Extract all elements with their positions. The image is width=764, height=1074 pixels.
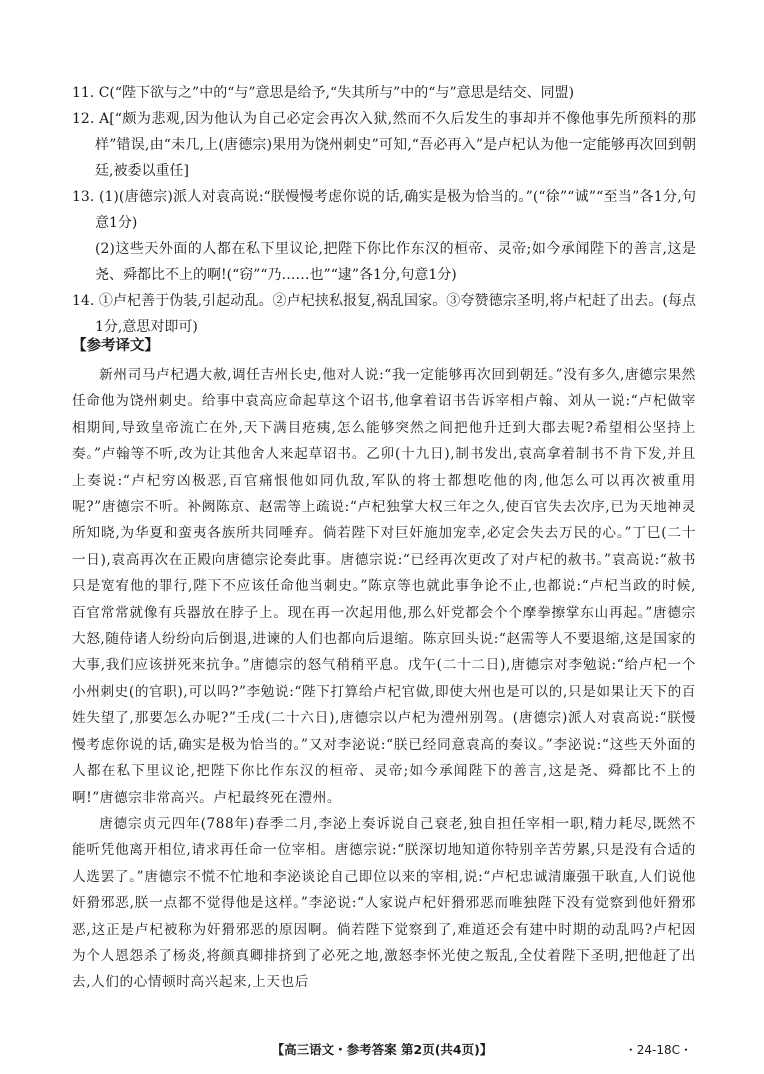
footer-code: ・24-18C・ <box>624 1043 692 1057</box>
translation-heading: 【参考译文】 <box>72 338 159 354</box>
answer-13-part-1: 13. (1)(唐德宗)派人对袁高说:“朕慢慢考虑你说的话,确实是极为恰当的。”(“徐”“诚”“至当”各1分,句意1分) <box>72 189 696 231</box>
answer-list <box>72 80 696 340</box>
answer-12: 12. A[“颇为悲观,因为他认为自己必定会再次入狱,然而不久后发生的事却并不像他事先所预料的那样”错误,由“未几,上(唐德宗)果用为饶州刺史”可知,“吾必再入”是卢杞认为他一定能够再次回到朝廷,被委以重任] <box>72 111 696 179</box>
translation-paragraph-2: 唐德宗贞元四年(788年)春季二月,李泌上奏诉说自己衰老,独自担任宰相一职,精力耗尽,既然不能听凭他离开相位,请求再任命一位宰相。唐德宗说:“朕深切地知道你特别辛苦劳累,只是没有合适的人选罢了。”唐德宗不慌不忙地和李泌谈论自己即位以来的宰相,说:“卢杞忠诚清廉强干耿直,人们说他奸猾邪恶,朕一点都不觉得他是这样。”李泌说:“人家说卢杞奸猾邪恶而唯独陛下没有觉察到他奸猾邪恶,这正是卢杞被称为奸猾邪恶的原因啊。倘若陛下觉察到了,难道还会有建中时期的动乱吗?卢杞因为个人恩怨杀了杨炎,将颜真卿排挤到了必死之地,激怒李怀光使之叛乱,全仗着陛下圣明,把他赶了出去,人们的心情顿时高兴起来,上天也后 <box>72 815 696 991</box>
answer-11: 11. C(“陛下欲与之”中的“与”意思是给予,“失其所与”中的“与”意思是结交、同盟) <box>72 85 575 101</box>
translation-body <box>72 362 696 996</box>
answer-13-part-2: (2)这些天外面的人都在私下里议论,把陛下你比作东汉的桓帝、灵帝;如今承闻陛下的善言,这是尧、舜都比不上的啊!(“窃”“乃……也”“逮”各1分,句意1分) <box>95 241 696 283</box>
answer-14: 14. ①卢杞善于伪装,引起动乱。②卢杞挟私报复,祸乱国家。③夸赞德宗圣明,将卢杞赶了出去。(每点1分,意思对即可) <box>72 293 696 335</box>
page-footer <box>0 1040 764 1064</box>
translation-paragraph-1: 新州司马卢杞遇大赦,调任吉州长史,他对人说:“我一定能够再次回到朝廷。”没有多久,唐德宗果然任命他为饶州刺史。给事中袁高应命起草这个诏书,他拿着诏书告诉宰相卢翰、刘从一说:“卢杞做宰相期间,导致皇帝流亡在外,天下满目疮痍,怎么能够突然之间把他升迁到大郡去呢?希望相公坚持上奏。”卢翰等不听,改为让其他舍人来起草诏书。乙卯(十九日),制书发出,袁高拿着制书不肯下发,并且上奏说:“卢杞穷凶极恶,百官痛恨他如同仇敌,军队的将士都想吃他的肉,他怎么可以再次被重用呢?”唐德宗不听。补阙陈京、赵需等上疏说:“卢杞独掌大权三年之久,使百官失去次序,已为天地神灵所知晓,为华夏和蛮夷各族所共同唾弃。倘若陛下对巨奸施加宠幸,必定会失去万民的心。”丁巳(二十一日),袁高再次在正殿向唐德宗论奏此事。唐德宗说:“已经再次更改了对卢杞的赦书。”袁高说:“赦书只是宽宥他的罪行,陛下不应该任命他当刺史。”陈京等也就此事争论不止,也都说:“卢杞当政的时候,百官常常就像有兵器放在脖子上。现在再一次起用他,那么奸党都会个个摩拳擦掌东山再起。”唐德宗大怒,随侍诸人纷纷向后倒退,进谏的人们也都向后退缩。陈京回头说:“赵需等人不要退缩,这是国家的大事,我们应该拼死来抗争。”唐德宗的怒气稍稍平息。戊午(二十二日),唐德宗对李勉说:“给卢杞一个小州刺史(的官职),可以吗?”李勉说:“陛下打算给卢杞官做,即使大州也是可以的,只是如果让天下的百姓失望了,那要怎么办呢?”壬戌(二十六日),唐德宗以卢杞为澧州别驾。(唐德宗)派人对袁高说:“朕慢慢考虑你说的话,确实是极为恰当的。”又对李泌说:“朕已经同意袁高的奏议。”李泌说:“这些天外面的人都在私下里议论,把陛下你比作东汉的桓帝、灵帝;如今承闻陛下的善言,这是尧、舜都比不上的啊!”唐德宗非常高兴。卢杞最终死在澧州。 <box>72 367 696 806</box>
footer-title: 【高三语文・参考答案 第2页(共4页)】 <box>271 1042 493 1057</box>
